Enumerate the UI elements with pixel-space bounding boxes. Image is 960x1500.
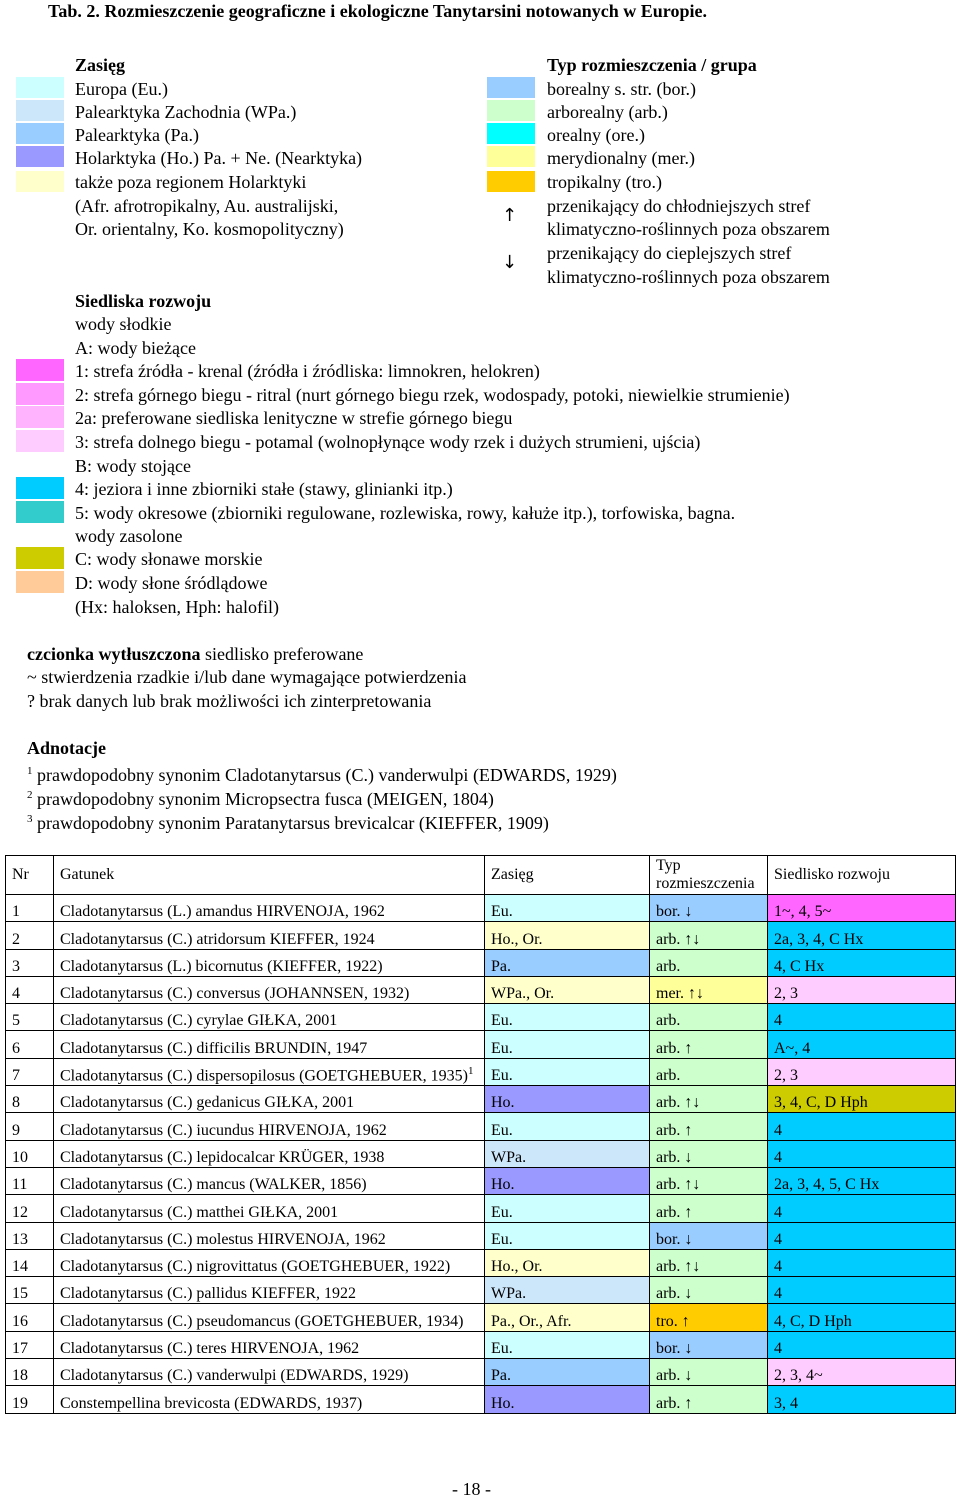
cell-siedlisko-text: 4 <box>774 1148 782 1166</box>
cell-zasieg <box>485 1167 650 1194</box>
cell-nr-text: 10 <box>12 1148 28 1166</box>
typ-item: arborealny (arb.) <box>547 102 668 122</box>
cell-typ <box>650 1331 768 1358</box>
cell-zasieg <box>485 1277 650 1304</box>
siedliska-item: B: wody stojące <box>75 456 191 476</box>
siedliska-item: 5: wody okresowe (zbiorniki regulowane, rozlewiska, rowy, kałuże itp.), torfowiska, bagna. <box>75 503 736 523</box>
swatch-tro <box>487 171 535 192</box>
adnotacja-num: 2 <box>27 789 33 801</box>
cell-nr <box>6 1304 54 1331</box>
cell-siedlisko-text: 4 <box>774 1258 782 1276</box>
table-row <box>6 1386 956 1413</box>
cell-typ-text: bor. ↓ <box>656 1230 693 1248</box>
cell-typ <box>650 895 768 922</box>
swatch-d <box>16 571 64 593</box>
cell-typ <box>650 949 768 976</box>
cell-siedlisko-text: 2, 3 <box>774 1067 798 1085</box>
cell-gatunek-text: Cladotanytarsus (C.) atridorsum KIEFFER, 1924 <box>60 930 375 948</box>
cell-typ-text: bor. ↓ <box>656 1340 693 1358</box>
siedliska-item: 1: strefa źródła - krenal (źródła i źródliska: limnokren, helokren) <box>75 361 540 381</box>
cell-nr <box>6 1004 54 1031</box>
table-row <box>6 1031 956 1058</box>
cell-gatunek-text: Cladotanytarsus (C.) pseudomancus (GOETGHEBUER, 1934) <box>60 1312 464 1330</box>
table-row <box>6 949 956 976</box>
cell-zasieg <box>485 1222 650 1249</box>
cell-typ-text: arb. ↑ <box>656 1039 693 1057</box>
cell-siedlisko-text: 2, 3, 4~ <box>774 1367 823 1385</box>
cell-typ-text: arb. ↑ <box>656 1394 693 1412</box>
cell-nr <box>6 1277 54 1304</box>
siedliska-item: wody zasolone <box>75 526 183 546</box>
adnotacja-text: prawdopodobny synonim Micropsectra fusca (MEIGEN, 1804) <box>37 789 494 809</box>
page-number: - 18 - <box>452 1479 491 1499</box>
siedliska-item: 2: strefa górnego biegu - ritral (nurt górnego biegu rzek, wodospady, potoki, niewielkie strumienie) <box>75 385 790 405</box>
swatch-other <box>16 171 64 192</box>
typ-item: klimatyczno-roślinnych poza obszarem <box>547 267 830 287</box>
cell-gatunek-sup: 1 <box>467 1064 474 1077</box>
cell-nr-text: 15 <box>12 1285 28 1303</box>
siedliska-item: 3: strefa dolnego biegu - potamal (wolnopłynące wody rzek i dużych strumieni, ujścia) <box>75 432 701 452</box>
typ-item: borealny s. str. (bor.) <box>547 79 696 99</box>
cell-typ <box>650 1386 768 1413</box>
header-zasieg: Zasięg <box>485 856 650 895</box>
cell-siedlisko-text: 3, 4, C, D Hph <box>774 1094 868 1112</box>
table-row <box>6 1004 956 1031</box>
cell-typ-text: arb. ↑↓ <box>656 1176 701 1194</box>
cell-gatunek-text: Cladotanytarsus (C.) iucundus HIRVENOJA, 1962 <box>60 1121 387 1139</box>
zasieg-item: Or. orientalny, Ko. kosmopolityczny) <box>75 219 344 239</box>
adnotacja-num: 1 <box>27 765 33 777</box>
cell-zasieg <box>485 1140 650 1167</box>
cell-gatunek <box>54 1331 485 1358</box>
cell-gatunek <box>54 1386 485 1413</box>
cell-nr-text: 12 <box>12 1203 28 1221</box>
cell-siedlisko-text: 4, C Hx <box>774 957 825 975</box>
cell-siedlisko <box>768 1140 956 1167</box>
title-text: Tab. 2. Rozmieszczenie geograficzne i ekologiczne Tanytarsini notowanych w Europie. <box>48 1 707 21</box>
cell-nr-text: 13 <box>12 1230 28 1248</box>
note-bold-label: czcionka wytłuszczona <box>27 644 201 664</box>
swatch-bor <box>487 77 535 98</box>
typ-item: przenikający do cieplejszych stref <box>547 243 792 263</box>
swatch-s3 <box>16 430 64 452</box>
table-row <box>6 1113 956 1140</box>
cell-typ <box>650 1113 768 1140</box>
arrow-up-icon: ↑ <box>502 205 518 226</box>
swatch-arb <box>487 100 535 121</box>
cell-gatunek-text: Cladotanytarsus (L.) bicornutus (KIEFFER, 1922) <box>60 957 383 975</box>
cell-zasieg-text: Eu. <box>491 1121 513 1139</box>
swatch-s2 <box>16 383 64 405</box>
cell-siedlisko <box>768 1113 956 1140</box>
cell-gatunek <box>54 1195 485 1222</box>
cell-zasieg-text: Pa. <box>491 1367 511 1385</box>
note-question: ? brak danych lub brak możliwości ich zinterpretowania <box>27 691 432 711</box>
cell-nr <box>6 1113 54 1140</box>
cell-zasieg <box>485 976 650 1003</box>
cell-siedlisko <box>768 1304 956 1331</box>
cell-gatunek-text: Cladotanytarsus (C.) cyrylae GIŁKA, 2001 <box>60 1012 338 1030</box>
adnotacja <box>27 760 617 785</box>
cell-zasieg-text: Eu. <box>491 1230 513 1248</box>
cell-typ-text: arb. ↑ <box>656 1121 693 1139</box>
cell-zasieg <box>485 895 650 922</box>
cell-nr-text: 3 <box>12 957 20 975</box>
cell-nr <box>6 1140 54 1167</box>
table-row <box>6 1058 956 1085</box>
cell-siedlisko-text: A~, 4 <box>774 1039 811 1057</box>
typ-item: merydionalny (mer.) <box>547 148 695 168</box>
cell-zasieg <box>485 1004 650 1031</box>
cell-gatunek-text: Cladotanytarsus (C.) matthei GIŁKA, 2001 <box>60 1203 339 1221</box>
cell-gatunek-text: Cladotanytarsus (C.) molestus HIRVENOJA, 1962 <box>60 1230 386 1248</box>
header-nr: Nr <box>6 856 54 895</box>
cell-typ <box>650 1086 768 1113</box>
cell-siedlisko <box>768 1222 956 1249</box>
cell-typ-text: arb. ↑ <box>656 1203 693 1221</box>
cell-gatunek <box>54 1359 485 1386</box>
cell-gatunek-text: Cladotanytarsus (C.) nigrovittatus (GOETGHEBUER, 1922) <box>60 1258 451 1276</box>
cell-zasieg-text: Ho., Or. <box>491 1258 543 1276</box>
cell-nr-text: 2 <box>12 930 20 948</box>
cell-nr <box>6 922 54 949</box>
table-row <box>6 1277 956 1304</box>
adnotacja <box>27 808 549 833</box>
swatch-c <box>16 547 64 569</box>
cell-zasieg-text: Eu. <box>491 1203 513 1221</box>
cell-gatunek-text: Cladotanytarsus (C.) mancus (WALKER, 1856) <box>60 1176 367 1194</box>
siedliska-item: 4: jeziora i inne zbiorniki stałe (stawy, glinianki itp.) <box>75 479 453 499</box>
cell-zasieg <box>485 1359 650 1386</box>
cell-zasieg <box>485 1058 650 1085</box>
table-row <box>6 1249 956 1276</box>
cell-typ <box>650 1277 768 1304</box>
cell-zasieg <box>485 922 650 949</box>
cell-zasieg-text: Ho., Or. <box>491 930 543 948</box>
table-row <box>6 1222 956 1249</box>
cell-nr <box>6 1331 54 1358</box>
cell-typ <box>650 976 768 1003</box>
cell-typ <box>650 1140 768 1167</box>
cell-zasieg <box>485 1386 650 1413</box>
table-row <box>6 895 956 922</box>
cell-zasieg <box>485 1031 650 1058</box>
zasieg-item: Holarktyka (Ho.) Pa. + Ne. (Nearktyka) <box>75 148 363 168</box>
swatch-s5 <box>16 501 64 523</box>
cell-gatunek-text: Cladotanytarsus (C.) conversus (JOHANNSEN, 1932) <box>60 985 410 1003</box>
cell-typ-text: arb. <box>656 1067 681 1085</box>
cell-siedlisko <box>768 1249 956 1276</box>
cell-siedlisko-text: 4 <box>774 1340 782 1358</box>
cell-gatunek-text: Cladotanytarsus (C.) vanderwulpi (EDWARDS, 1929) <box>60 1367 409 1385</box>
cell-gatunek-text: Cladotanytarsus (C.) difficilis BRUNDIN, 1947 <box>60 1039 368 1057</box>
cell-gatunek <box>54 1086 485 1113</box>
zasieg-item: (Afr. afrotropikalny, Au. australijski, <box>75 196 339 216</box>
cell-siedlisko-text: 3, 4 <box>774 1394 798 1412</box>
typ-item: klimatyczno-roślinnych poza obszarem <box>547 219 830 239</box>
cell-zasieg <box>485 1195 650 1222</box>
cell-gatunek <box>54 1031 485 1058</box>
cell-typ-text: arb. ↓ <box>656 1285 693 1303</box>
cell-typ-text: arb. <box>656 1012 681 1030</box>
siedliska-item: D: wody słone śródlądowe <box>75 573 268 593</box>
cell-gatunek-text: Cladotanytarsus (C.) teres HIRVENOJA, 1962 <box>60 1340 360 1358</box>
swatch-eu <box>16 77 64 98</box>
zasieg-item: także poza regionem Holarktyki <box>75 172 307 192</box>
header-siedlisko: Siedlisko rozwoju <box>768 856 956 895</box>
cell-gatunek <box>54 949 485 976</box>
cell-siedlisko-text: 4 <box>774 1012 782 1030</box>
cell-siedlisko-text: 2a, 3, 4, C Hx <box>774 930 864 948</box>
cell-typ-text: mer. ↑↓ <box>656 985 704 1003</box>
zasieg-heading: Zasięg <box>75 55 126 75</box>
typ-item: tropikalny (tro.) <box>547 172 662 192</box>
cell-gatunek-text: Cladotanytarsus (C.) lepidocalcar KRÜGER, 1938 <box>60 1148 385 1166</box>
cell-zasieg <box>485 1086 650 1113</box>
note-bold-rest: siedlisko preferowane <box>200 644 364 664</box>
swatch-pa <box>16 123 64 144</box>
cell-zasieg-text: WPa. <box>491 1285 527 1303</box>
cell-nr <box>6 976 54 1003</box>
siedliska-item: 2a: preferowane siedliska lenityczne w strefie górnego biegu <box>75 408 513 428</box>
cell-nr-text: 14 <box>12 1258 28 1276</box>
cell-siedlisko <box>768 949 956 976</box>
cell-typ <box>650 922 768 949</box>
header-gatunek: Gatunek <box>54 856 485 895</box>
cell-siedlisko <box>768 1167 956 1194</box>
cell-gatunek-text: Constempellina brevicosta (EDWARDS, 1937) <box>60 1394 363 1412</box>
cell-siedlisko-text: 2a, 3, 4, 5, C Hx <box>774 1176 880 1194</box>
cell-siedlisko-text: 4 <box>774 1230 782 1248</box>
typ-item: orealny (ore.) <box>547 125 645 145</box>
cell-zasieg-text: Pa., Or., Afr. <box>491 1312 572 1330</box>
cell-zasieg-text: Ho. <box>491 1176 515 1194</box>
cell-gatunek <box>54 1140 485 1167</box>
cell-nr <box>6 1386 54 1413</box>
cell-typ-text: arb. ↑↓ <box>656 1258 701 1276</box>
siedliska-item: A: wody bieżące <box>75 338 196 358</box>
table-row <box>6 1304 956 1331</box>
cell-zasieg-text: Eu. <box>491 1012 513 1030</box>
cell-zasieg <box>485 949 650 976</box>
cell-nr-text: 7 <box>12 1067 20 1085</box>
cell-gatunek <box>54 1113 485 1140</box>
cell-siedlisko-text: 4 <box>774 1121 782 1139</box>
cell-siedlisko <box>768 1058 956 1085</box>
adnotacja-num: 3 <box>27 813 33 825</box>
cell-siedlisko <box>768 1195 956 1222</box>
cell-nr <box>6 895 54 922</box>
cell-typ-text: arb. ↑↓ <box>656 930 701 948</box>
cell-zasieg-text: Ho. <box>491 1394 515 1412</box>
cell-typ <box>650 1031 768 1058</box>
page-title <box>48 0 707 22</box>
swatch-ho <box>16 146 64 167</box>
cell-siedlisko <box>768 1277 956 1304</box>
table-row <box>6 922 956 949</box>
cell-nr-text: 8 <box>12 1094 20 1112</box>
cell-nr <box>6 1086 54 1113</box>
cell-siedlisko <box>768 976 956 1003</box>
cell-zasieg-text: WPa., Or. <box>491 985 555 1003</box>
cell-nr-text: 9 <box>12 1121 20 1139</box>
cell-gatunek <box>54 922 485 949</box>
cell-zasieg-text: Eu. <box>491 1039 513 1057</box>
cell-zasieg <box>485 1249 650 1276</box>
cell-nr <box>6 1031 54 1058</box>
swatch-mer <box>487 146 535 167</box>
siedliska-heading: Siedliska rozwoju <box>75 291 212 311</box>
cell-siedlisko <box>768 1086 956 1113</box>
cell-typ <box>650 1359 768 1386</box>
typ-heading: Typ rozmieszczenia / grupa <box>547 55 757 75</box>
header-typ: Typ rozmieszczenia <box>650 856 768 895</box>
table-row <box>6 1086 956 1113</box>
cell-nr <box>6 1058 54 1085</box>
cell-siedlisko <box>768 1331 956 1358</box>
cell-siedlisko <box>768 922 956 949</box>
cell-siedlisko-text: 4, C, D Hph <box>774 1312 852 1330</box>
cell-zasieg-text: Pa. <box>491 957 511 975</box>
cell-gatunek <box>54 1277 485 1304</box>
cell-nr-text: 5 <box>12 1012 20 1030</box>
cell-zasieg-text: Ho. <box>491 1094 515 1112</box>
cell-zasieg <box>485 1113 650 1140</box>
cell-gatunek <box>54 976 485 1003</box>
cell-gatunek <box>54 1058 485 1085</box>
species-table <box>5 855 956 1414</box>
cell-typ <box>650 1222 768 1249</box>
cell-zasieg <box>485 1331 650 1358</box>
cell-nr-text: 6 <box>12 1039 20 1057</box>
cell-zasieg-text: Eu. <box>491 903 513 921</box>
cell-nr <box>6 1249 54 1276</box>
cell-typ <box>650 1249 768 1276</box>
table-row <box>6 1140 956 1167</box>
cell-siedlisko <box>768 1031 956 1058</box>
adnotacja-text: prawdopodobny synonim Cladotanytarsus (C.) vanderwulpi (EDWARDS, 1929) <box>37 765 617 785</box>
cell-siedlisko-text: 2, 3 <box>774 985 798 1003</box>
cell-typ-text: arb. ↑↓ <box>656 1094 701 1112</box>
swatch-s1 <box>16 359 64 381</box>
cell-zasieg <box>485 1304 650 1331</box>
cell-siedlisko <box>768 895 956 922</box>
cell-siedlisko <box>768 1386 956 1413</box>
siedliska-item: C: wody słonawe morskie <box>75 549 263 569</box>
note-bold <box>27 643 363 665</box>
adnotacje-heading: Adnotacje <box>27 738 106 758</box>
swatch-ore <box>487 123 535 144</box>
arrow-down-icon: ↓ <box>502 252 518 273</box>
cell-siedlisko <box>768 1359 956 1386</box>
cell-typ <box>650 1058 768 1085</box>
cell-gatunek <box>54 1004 485 1031</box>
table-row <box>6 1331 956 1358</box>
cell-typ-text: arb. ↓ <box>656 1367 693 1385</box>
cell-gatunek <box>54 1304 485 1331</box>
cell-gatunek <box>54 1249 485 1276</box>
cell-siedlisko-text: 4 <box>774 1203 782 1221</box>
cell-zasieg-text: WPa. <box>491 1148 527 1166</box>
cell-nr-text: 4 <box>12 985 20 1003</box>
cell-gatunek-text: Cladotanytarsus (C.) pallidus KIEFFER, 1922 <box>60 1285 356 1303</box>
cell-siedlisko-text: 1~, 4, 5~ <box>774 903 832 921</box>
zasieg-item: Europa (Eu.) <box>75 79 168 99</box>
cell-siedlisko-text: 4 <box>774 1285 782 1303</box>
cell-gatunek-text: Cladotanytarsus (L.) amandus HIRVENOJA, 1962 <box>60 903 385 921</box>
cell-gatunek <box>54 1222 485 1249</box>
cell-siedlisko <box>768 1004 956 1031</box>
cell-nr <box>6 949 54 976</box>
adnotacja-text: prawdopodobny synonim Paratanytarsus brevicalcar (KIEFFER, 1909) <box>37 813 549 833</box>
cell-nr <box>6 1359 54 1386</box>
adnotacja <box>27 784 494 809</box>
cell-nr <box>6 1167 54 1194</box>
cell-typ-text: bor. ↓ <box>656 903 693 921</box>
cell-gatunek <box>54 1167 485 1194</box>
cell-gatunek <box>54 895 485 922</box>
cell-typ <box>650 1004 768 1031</box>
cell-gatunek-text: Cladotanytarsus (C.) dispersopilosus (GOETGHEBUER, 1935) <box>60 1067 468 1085</box>
table-row <box>6 976 956 1003</box>
zasieg-item: Palearktyka Zachodnia (WPa.) <box>75 102 297 122</box>
cell-nr-text: 17 <box>12 1340 28 1358</box>
cell-typ-text: tro. ↑ <box>656 1312 690 1330</box>
cell-nr <box>6 1222 54 1249</box>
swatch-wpa <box>16 100 64 121</box>
cell-typ <box>650 1304 768 1331</box>
swatch-s2a <box>16 406 64 428</box>
typ-item: przenikający do chłodniejszych stref <box>547 196 811 216</box>
cell-nr-text: 11 <box>12 1176 28 1194</box>
cell-zasieg-text: Eu. <box>491 1340 513 1358</box>
cell-zasieg-text: Eu. <box>491 1067 513 1085</box>
table-row <box>6 1359 956 1386</box>
cell-typ-text: arb. <box>656 957 681 975</box>
table-row <box>6 1167 956 1194</box>
cell-nr-text: 1 <box>12 903 20 921</box>
cell-nr-text: 19 <box>12 1394 28 1412</box>
cell-typ <box>650 1167 768 1194</box>
table-header-row <box>6 856 956 895</box>
siedliska-item: wody słodkie <box>75 314 172 334</box>
cell-nr-text: 18 <box>12 1367 28 1385</box>
cell-typ <box>650 1195 768 1222</box>
cell-typ-text: arb. ↓ <box>656 1148 693 1166</box>
note-tilde: ~ stwierdzenia rzadkie i/lub dane wymagające potwierdzenia <box>27 667 467 687</box>
siedliska-item: (Hx: haloksen, Hph: halofil) <box>75 597 279 617</box>
cell-nr <box>6 1195 54 1222</box>
table-row <box>6 1195 956 1222</box>
cell-nr-text: 16 <box>12 1312 28 1330</box>
swatch-s4 <box>16 477 64 499</box>
zasieg-item: Palearktyka (Pa.) <box>75 125 199 145</box>
cell-gatunek-text: Cladotanytarsus (C.) gedanicus GIŁKA, 2001 <box>60 1094 355 1112</box>
